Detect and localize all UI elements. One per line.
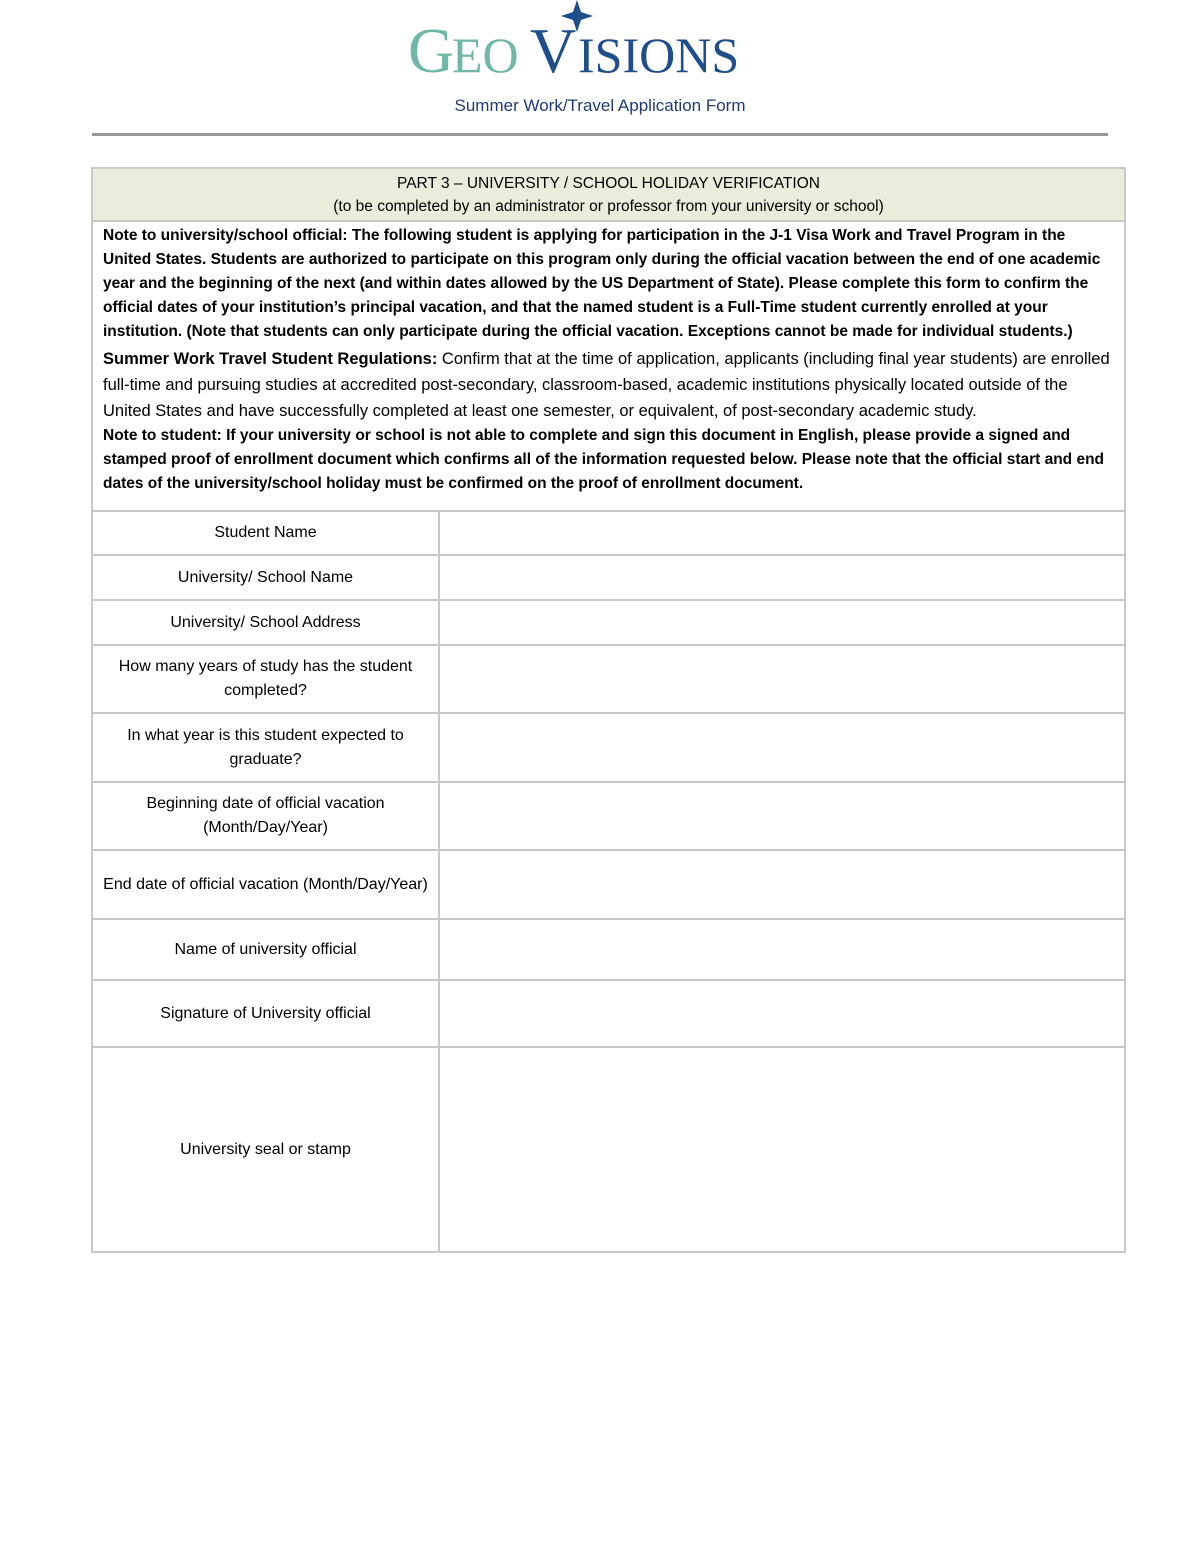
svg-text:EO: EO [452, 27, 519, 83]
field-label: University seal or stamp [93, 1047, 439, 1251]
seal-stamp-field[interactable] [439, 1047, 1124, 1251]
official-signature-field[interactable] [439, 980, 1124, 1047]
svg-text:ISIONS: ISIONS [578, 27, 740, 83]
field-label: Name of university official [93, 919, 439, 980]
graduation-year-field[interactable] [439, 713, 1124, 782]
note-to-student: Note to student: If your university or school is not able to complete and sign this document in English, please provide a signed and stamped proof of enrollment document which confirms all of the information requested below. Please note that the official start and end dates of the university/school holiday must be confirmed on the proof of enrollment document. [103, 427, 1105, 492]
section-title: PART 3 – UNIVERSITY / SCHOOL HOLIDAY VERIFICATION [397, 175, 820, 192]
school-name-field[interactable] [439, 555, 1124, 600]
verification-form [91, 167, 1126, 1253]
vacation-end-field[interactable] [439, 850, 1124, 919]
field-row-official-signature [93, 980, 1124, 1047]
student-name-field[interactable] [439, 512, 1124, 555]
field-label: End date of official vacation (Month/Day/Year) [93, 850, 439, 919]
vacation-begin-field[interactable] [439, 782, 1124, 850]
field-row-school-name [93, 555, 1124, 600]
field-label: How many years of study has the student completed? [93, 645, 439, 713]
field-row-vacation-end [93, 850, 1124, 919]
geovisions-logo [0, 0, 1200, 90]
header-divider [92, 133, 1108, 136]
field-label: Beginning date of official vacation (Month/Day/Year) [93, 782, 439, 850]
section-subtitle: (to be completed by an administrator or professor from your university or school) [333, 198, 884, 215]
instructions [93, 222, 1124, 512]
field-label: In what year is this student expected to graduate? [93, 713, 439, 782]
svg-text:V: V [530, 15, 577, 86]
section-header [93, 169, 1124, 222]
regulations-text: Confirm that at the time of application, applicants (including final year students) are enrolled full-time and pursuing studies at accredited post-secondary, classroom-based, academic institutions physically located outside of the United States and have successfully completed at least one semester, or equivalent, of post-secondary academic study. [103, 350, 1110, 420]
regulations [103, 346, 1114, 424]
official-name-field[interactable] [439, 919, 1124, 980]
note-to-official: Note to university/school official: The following student is applying for participation in the J-1 Visa Work and Travel Program in the United States. Students are authorized to participate on this program only during the official vacation between the end of one academic year and the beginning of the next (and within dates allowed by the US Department of State). Please complete this form to confirm the official dates of your institution’s principal vacation, and that the named student is a Full-Time student currently enrolled at your institution. (Note that students can only participate during the official vacation. Exceptions cannot be made for individual students.) [103, 227, 1101, 340]
field-row-student-name [93, 512, 1124, 555]
field-label: Signature of University official [93, 980, 439, 1047]
field-row-vacation-begin [93, 782, 1124, 850]
fields-table [93, 512, 1124, 1251]
field-row-official-name [93, 919, 1124, 980]
field-row-school-address [93, 600, 1124, 645]
field-row-graduation-year [93, 713, 1124, 782]
svg-text:G: G [408, 15, 455, 86]
field-label: University/ School Name [93, 555, 439, 600]
field-label: Student Name [93, 512, 439, 555]
field-row-seal-stamp [93, 1047, 1124, 1251]
field-row-years-completed [93, 645, 1124, 713]
regulations-label: Summer Work Travel Student Regulations: [103, 350, 438, 368]
field-label: University/ School Address [93, 600, 439, 645]
years-completed-field[interactable] [439, 645, 1124, 713]
school-address-field[interactable] [439, 600, 1124, 645]
form-title: Summer Work/Travel Application Form [454, 96, 746, 115]
